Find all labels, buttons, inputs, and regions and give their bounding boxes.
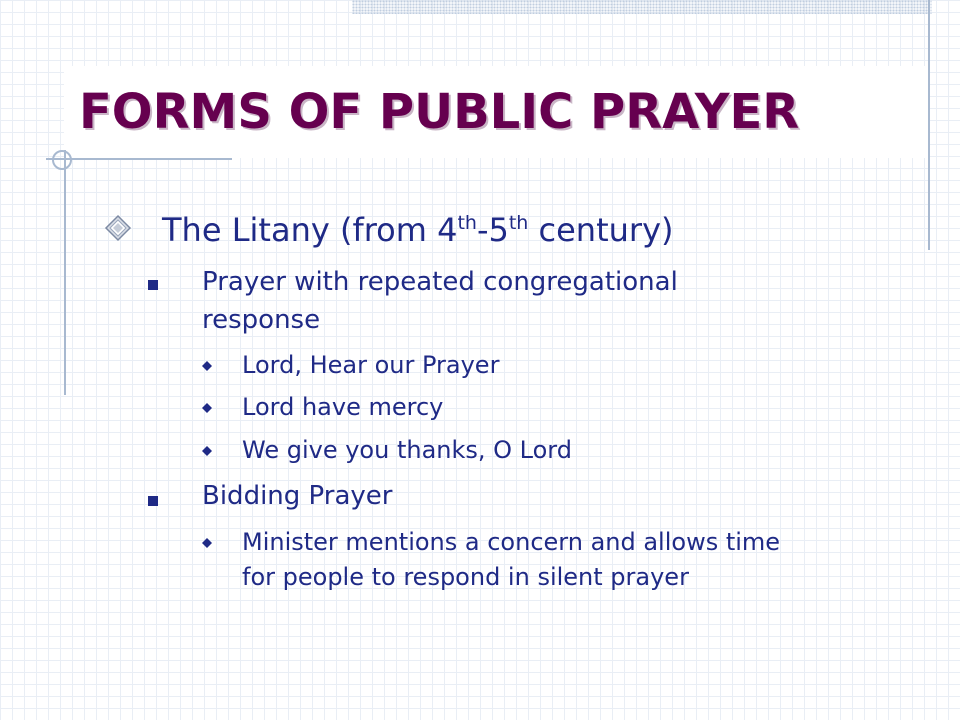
litany-dash: -5 [476, 211, 509, 249]
small-diamond-bullet-icon [202, 403, 212, 413]
small-diamond-bullet-icon [202, 538, 212, 548]
bullet-prayer-line-1: Prayer with repeated congregational [202, 267, 678, 297]
litany-sup-2: th [508, 212, 529, 234]
list-item: Lord, Hear our Prayer [242, 351, 500, 379]
diamond-bullet-icon [104, 214, 132, 242]
bidding-detail-line-2: for people to respond in silent prayer [242, 563, 689, 591]
bidding-detail-line-1: Minister mentions a concern and allows time [242, 528, 781, 556]
litany-prefix: The Litany (from 4 [162, 211, 458, 249]
list-item: We give you thanks, O Lord [242, 436, 572, 464]
litany-sup-1: th [457, 212, 477, 234]
square-bullet-icon [148, 496, 158, 506]
bullet-litany [162, 208, 673, 257]
small-diamond-bullet-icon [202, 446, 212, 456]
slide-title: FORMS OF PUBLIC PRAYER [79, 84, 800, 140]
square-bullet-icon [148, 280, 158, 290]
small-diamond-bullet-icon [202, 361, 212, 371]
list-item: Lord have mercy [242, 393, 444, 421]
bullet-bidding-prayer: Bidding Prayer [202, 481, 393, 511]
bullet-prayer-line-2: response [202, 305, 321, 335]
litany-suffix: century) [528, 211, 674, 249]
